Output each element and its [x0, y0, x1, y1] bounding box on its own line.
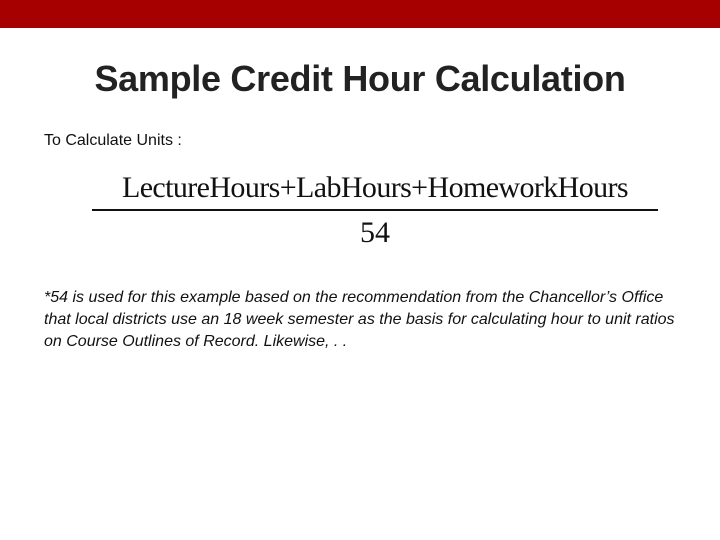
units-formula — [92, 170, 658, 251]
fraction-bar — [92, 209, 658, 211]
intro-text: To Calculate Units : — [44, 132, 182, 149]
slide-title: Sample Credit Hour Calculation — [94, 58, 626, 99]
formula-numerator: LectureHours+LabHours+HomeworkHours — [121, 171, 629, 204]
footnote-text: *54 is used for this example based on the recommendation from the Chancellor’s Office that local districts use an 18 week semester as the basis for calculating hour to unit ratios on Course Outlines of Record. Likewise, . . — [44, 289, 675, 350]
header-accent-bar — [0, 0, 720, 28]
formula-denominator: 54 — [360, 216, 390, 249]
